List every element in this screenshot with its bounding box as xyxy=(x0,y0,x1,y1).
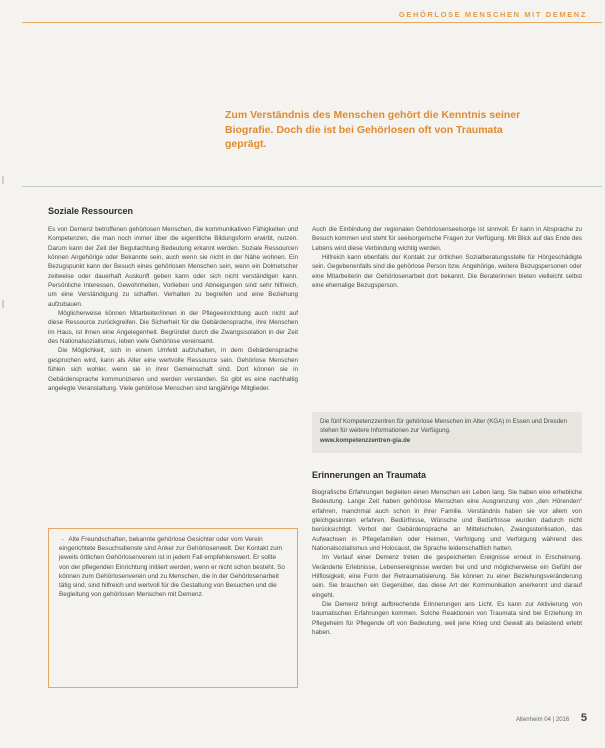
paragraph: Biografische Erfahrungen begleiten einen Menschen ein Leben lang. Sie haben eine erhebliche Bedeutung. Lange Zeit haben gehörlose Menschen eine Ausgrenzung von „den Hörenden“ erfahren, manchmal auch schon in ihrer Familie. Verständnis haben sie vor allem von gleichgesinnten erfahren. Bedürfnisse, Wünsche und Bedürfnisse wurden dadurch nicht berücksichtigt. Verbot der Gebärdensprache an Mittelschulen, Zwangssterilisation, das Aufwachsen in Pflegefamilien oder Heimen, Verfolgung und Verfolgung während des Nationalsozialismus und Holocaust, die Sprache leidenschaftlich hatten. xyxy=(312,489,582,553)
section-heading-soziale-ressourcen: Soziale Ressourcen xyxy=(48,206,134,216)
page-footer xyxy=(516,712,587,724)
info-box-text: Die fünf Kompetenzzentren für gehörlose Menschen im Alter (KGA) in Essen und Dresden stehen für weitere Informationen zur Verfügung. xyxy=(320,418,567,434)
paragraph: Im Verlauf einer Demenz treten die gespeicherten Ereignisse erneut in Erscheinung. Veränderte Erlebnisse, Lebensereignisse werden frei und und möglicherweise ein Gefühl der Hilflosigkeit, eine Form der Retraumatisierung. Sie können zu einer Beziehungsveränderung sein. Sie brauchen ein Gegenüber, das diese Art der Kommunikation anerkennt und darauf eingeht. xyxy=(312,554,582,599)
arrow-right-icon: → xyxy=(59,536,66,543)
info-box xyxy=(312,412,582,453)
divider-rule xyxy=(22,186,602,187)
header-rule xyxy=(22,22,602,23)
paragraph: Hilfreich kann ebenfalls der Kontakt zur örtlichen Sozialberatungsstelle für Hörgeschädigte sein. Gegebenenfalls sind die gehörlose Person bzw. Angehörige, weitere Bezugspersonen oder eine Mitarbeiterin der Gehörlosenarbeit dort bekannt. Die Beraterinnen bieten vielleicht selbst eine ehemalige Bezugsperson. xyxy=(312,254,582,290)
paragraph: Die Möglichkeit, sich in einem Umfeld aufzuhalten, in dem Gebärdensprache gesprochen wird, kann als Alter eine wertvolle Ressource sein. Gehörlose Menschen fühlen sich wohler, wenn sie in ihrer Gemeinschaft sind. Dort können sie in Gebärdensprache kommunizieren und werden verstanden. So gibt es eine nachhaltig angelegte Veranstaltung. Viele gehörlose Menschen sind langjährige Mitglieder. xyxy=(48,347,298,392)
running-head: GEHÖRLOSE MENSCHEN MIT DEMENZ xyxy=(398,10,587,19)
paragraph: Auch die Einbindung der regionalen Gehörlosenseelsorge ist sinnvoll. Er kann in Absprache zu Besuch kommen und steht für seelsorgerische Fragen zur Verfügung. Mit Blick auf das Ende des Lebens wird diese Verbindung wichtig werden. xyxy=(312,226,582,252)
paragraph: Die Demenz bringt aufbrechende Erinnerungen ans Licht. Es kann zur Aktivierung von traumatischen Erfahrungen kommen. Solche Reaktionen von Traumata sind bei Erziehung im Pflegeheim für Pflegende oft von Bedeutung, weil jene Krieg und Gewalt als belastend erlebt haben. xyxy=(312,601,582,637)
right-column-bottom xyxy=(312,488,582,638)
page-number: 5 xyxy=(580,712,587,724)
pull-quote: Zum Verständnis des Menschen gehört die Kenntnis seiner Biografie. Doch die ist bei Gehörlosen oft von Traumata geprägt. xyxy=(225,109,521,150)
magazine-issue: Altenheim 04 | 2016 xyxy=(515,717,570,723)
page-edge-mark xyxy=(2,300,4,308)
page-edge-mark xyxy=(2,176,4,184)
paragraph: Möglicherweise können Mitarbeiter/innen in der Pflegeeinrichtung auch nicht auf diese Ressource zurückgreifen. Die Sicherheit für die Gebärdensprache, ihre Menschen im Haus, ist ihnen eine Angelegenheit. Begründet durch die Zwangsisolation in der Zeit des Nationalsozialismus, leben viele Gehörlose vereinsamt. xyxy=(48,310,298,346)
tip-box xyxy=(48,528,298,688)
right-column-top xyxy=(312,225,582,290)
section-heading-erinnerungen: Erinnerungen an Traumata xyxy=(312,470,427,480)
left-column xyxy=(48,225,298,393)
paragraph: Es von Demenz betroffenen gehörlosen Menschen, die kommunikativen Fähigkeiten und Kompetenzen, die man noch immer über die eigentliche Bildungsform erwirbt, nutzen. Darum kann der Zeit der Begutachtung Bedeutung erkannt werden. Soziale Ressourcen können Angehörige oder Bekannte sein, auch wenn sie nicht in der Nähe wohnen. Ein Bezugspunkt kann der Besuch eines gehörlosen Menschen sein, wenn ein Dolmetscher zeitweise oder dauerhaft Auskunft geben kann oder sich nicht verständigen kann. Persönliche Interessen, Gewohnheiten, Vorlieben und Abneigungen sind sehr hilfreich, um eine Verständigung zu schaffen. Verhalten zu begreifen und eine Beziehung aufzubauen. xyxy=(48,226,298,308)
tip-box-text: Alte Freundschaften, bekannte gehörlose Gesichter oder vom Verein eingerichtete Besuchsdienste sind Anker zur Gehörlosenwelt. Der Kontakt zum jeweils örtlichen Gehörlosenverein ist in jedem Fall empfehlenswert. Er sollte von der pflegenden Einrichtung initiiert werden, wenn er nicht schon besteht. So können zum Gehörlosenverein und zu Menschen, die in der Gehörlosenarbeit tätig sind, sind hilfreich und wertvoll für die Gestaltung von Besuchen und die Begleitung von gehörlosen Menschen mit Demenz. xyxy=(59,536,285,599)
info-box-link[interactable]: www.kompetenzzentren-gia.de xyxy=(320,437,411,445)
